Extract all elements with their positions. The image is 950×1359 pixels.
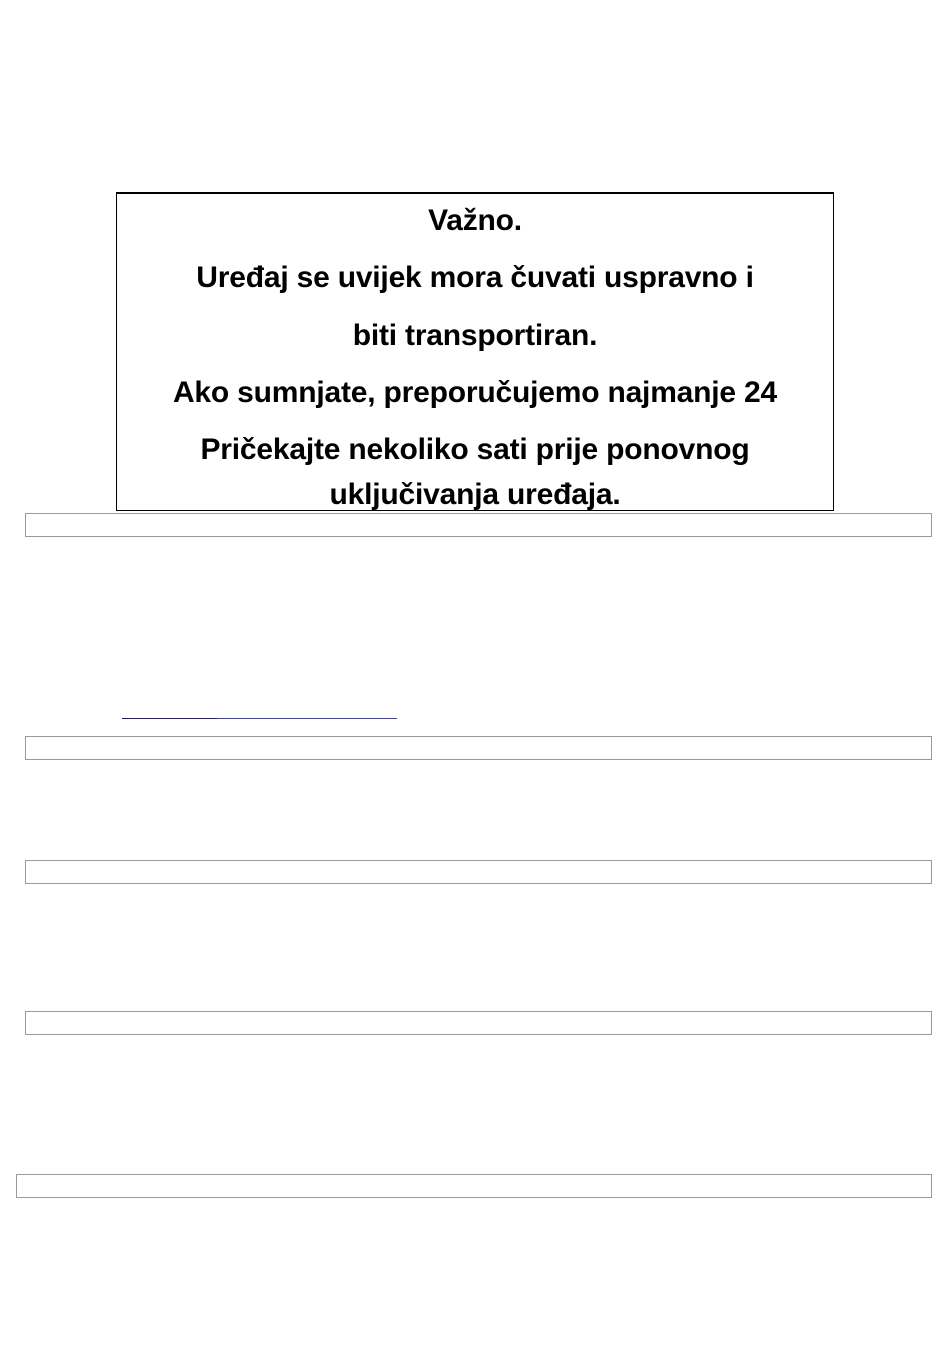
form-field-bar[interactable] bbox=[25, 1011, 932, 1035]
form-field-bar[interactable] bbox=[25, 736, 932, 760]
notice-heading: Važno. bbox=[428, 204, 522, 237]
notice-line: uključivanja uređaja. bbox=[329, 478, 621, 511]
form-field-bar[interactable] bbox=[25, 513, 932, 537]
link-underline-segment bbox=[122, 718, 217, 719]
notice-line: biti transportiran. bbox=[352, 319, 598, 352]
form-field-bar[interactable] bbox=[16, 1174, 932, 1198]
link-underline[interactable] bbox=[122, 718, 397, 719]
important-notice-box bbox=[116, 192, 834, 511]
notice-line: Ako sumnjate, preporučujemo najmanje 24 bbox=[172, 376, 778, 409]
notice-line: Pričekajte nekoliko sati prije ponovnog bbox=[200, 433, 750, 466]
notice-line: Uređaj se uvijek mora čuvati uspravno i bbox=[196, 261, 754, 294]
form-field-bar[interactable] bbox=[25, 860, 932, 884]
